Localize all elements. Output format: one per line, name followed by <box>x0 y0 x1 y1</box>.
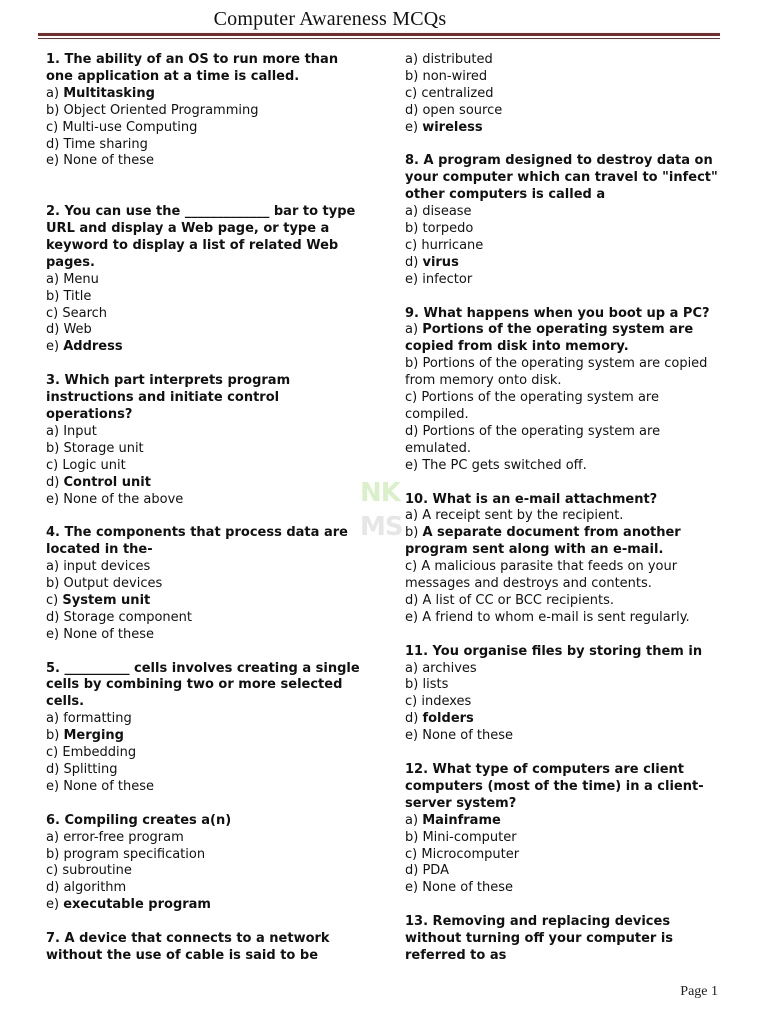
question-block <box>46 931 364 965</box>
option-text: A friend to whom e-mail is sent regularly. <box>422 609 690 625</box>
option-letter: a) <box>405 660 419 676</box>
question-text: 5. __________ cells involves creating a single cells by combining two or more selected cells. <box>46 660 360 710</box>
answer-option <box>46 339 364 356</box>
right-column <box>405 52 723 965</box>
answer-option <box>46 458 364 475</box>
option-letter: d) <box>405 423 419 439</box>
answer-option <box>46 880 364 897</box>
option-text: subroutine <box>62 863 132 879</box>
question-block <box>405 52 723 137</box>
option-letter: c) <box>405 390 418 406</box>
question-text: 2. You can use the _____________ bar to type URL and display a Web page, or type a keyword to display a list of related Web pages. <box>46 204 356 270</box>
option-letter: c) <box>405 846 418 862</box>
answer-option <box>405 694 723 711</box>
question-block <box>405 762 723 897</box>
option-text-correct: wireless <box>422 119 483 135</box>
option-letter: c) <box>405 559 418 575</box>
option-text: disease <box>422 204 472 220</box>
question-text: 1. The ability of an OS to run more than one application at a time is called. <box>46 52 339 84</box>
option-letter: d) <box>405 711 419 727</box>
answer-option <box>405 711 723 728</box>
option-letter: a) <box>405 508 419 524</box>
option-letter: d) <box>46 762 60 777</box>
answer-option <box>405 847 723 864</box>
answer-option <box>46 593 364 610</box>
answer-option <box>405 559 723 593</box>
answer-option <box>46 424 364 441</box>
option-text: Embedding <box>62 745 137 761</box>
option-letter: a) <box>46 423 60 439</box>
option-letter: b) <box>46 102 60 118</box>
answer-option <box>46 120 364 137</box>
option-letter: e) <box>46 339 60 355</box>
question-text: 9. What happens when you boot up a PC? <box>405 305 710 321</box>
option-letter: d) <box>46 609 60 625</box>
option-letter: b) <box>46 728 60 744</box>
option-letter: c) <box>46 745 59 761</box>
option-text: algorithm <box>63 880 127 896</box>
answer-option <box>46 559 364 576</box>
question-block <box>46 373 364 508</box>
option-text: formatting <box>63 711 132 727</box>
answer-option <box>405 508 723 525</box>
watermark-line-2: MS <box>360 512 403 542</box>
page-number: Page 1 <box>680 984 718 999</box>
option-text: Time sharing <box>63 136 148 152</box>
option-letter: d) <box>46 322 60 338</box>
option-text: None of the above <box>63 491 184 507</box>
option-text: Portions of the operating system are copied from memory onto disk. <box>405 356 708 389</box>
option-text: A receipt sent by the recipient. <box>422 508 624 524</box>
option-letter: e) <box>46 626 60 642</box>
option-letter: d) <box>46 136 60 152</box>
option-letter: c) <box>46 592 59 608</box>
option-letter: a) <box>46 271 60 287</box>
question-text: 8. A program designed to destroy data on your computer which can travel to "infect" other computers is called a <box>405 153 718 203</box>
option-text: Portions of the operating system are emulated. <box>405 423 661 456</box>
option-text: Input <box>63 423 97 439</box>
option-letter: e) <box>405 271 419 287</box>
answer-option <box>405 356 723 390</box>
answer-option <box>46 610 364 627</box>
answer-option <box>46 153 364 170</box>
question-block <box>46 525 364 643</box>
question-block <box>46 204 364 356</box>
option-letter: e) <box>405 119 419 135</box>
option-text: Storage unit <box>63 440 144 456</box>
option-letter: d) <box>46 474 60 490</box>
option-letter: d) <box>46 880 60 896</box>
option-text: input devices <box>63 559 151 575</box>
option-text: None of these <box>63 778 155 794</box>
option-text: Menu <box>63 271 99 287</box>
answer-option <box>405 255 723 272</box>
option-text: Portions of the operating system are compiled. <box>405 390 659 422</box>
option-text: PDA <box>422 863 449 879</box>
option-text: Mini-computer <box>422 829 517 845</box>
option-letter: c) <box>46 305 59 321</box>
left-column <box>46 52 364 965</box>
answer-option <box>405 830 723 847</box>
option-letter: e) <box>405 609 419 625</box>
option-letter: e) <box>405 728 419 744</box>
option-text-correct: virus <box>422 254 459 270</box>
option-text: indexes <box>421 694 472 710</box>
answer-option <box>46 779 364 796</box>
question-block <box>46 813 364 914</box>
option-letter: d) <box>405 102 419 118</box>
option-text: non-wired <box>422 68 488 84</box>
option-letter: c) <box>405 85 418 101</box>
answer-option <box>46 762 364 779</box>
answer-option <box>405 272 723 289</box>
answer-option <box>405 322 723 356</box>
question-block <box>405 153 723 288</box>
option-text: lists <box>422 677 449 693</box>
option-letter: e) <box>46 897 60 913</box>
option-text: open source <box>422 102 503 118</box>
page-title: Computer Awareness MCQs <box>213 8 447 30</box>
watermark-line-1: NK <box>360 478 400 508</box>
question-block <box>405 492 723 627</box>
option-text: A malicious parasite that feeds on your messages and destroys and contents. <box>405 559 678 592</box>
option-letter: b) <box>405 356 419 372</box>
option-text: torpedo <box>422 221 474 237</box>
option-text: Search <box>62 305 108 321</box>
answer-option <box>46 306 364 323</box>
answer-option <box>46 863 364 880</box>
option-text: Storage component <box>63 609 193 625</box>
option-letter: a) <box>46 85 60 101</box>
option-text-correct: Mainframe <box>422 812 501 828</box>
header-rule-thin <box>38 38 720 39</box>
answer-option <box>405 813 723 830</box>
answer-option <box>46 897 364 914</box>
answer-option <box>46 272 364 289</box>
answer-option <box>46 492 364 509</box>
answer-option <box>46 86 364 103</box>
option-text: program specification <box>63 846 206 862</box>
option-text: hurricane <box>421 237 484 253</box>
option-text: A list of CC or BCC recipients. <box>422 592 614 608</box>
option-text: archives <box>422 660 477 676</box>
option-letter: a) <box>46 711 60 727</box>
option-letter: c) <box>46 119 59 135</box>
answer-option <box>405 69 723 86</box>
answer-option <box>46 103 364 120</box>
option-text-correct: Portions of the operating system are copied from disk into memory. <box>405 322 694 355</box>
answer-option <box>405 238 723 255</box>
option-letter: a) <box>46 829 60 845</box>
option-letter: b) <box>46 288 60 304</box>
option-letter: d) <box>405 254 419 270</box>
answer-option <box>405 221 723 238</box>
answer-option <box>46 711 364 728</box>
question-text: 7. A device that connects to a network without the use of cable is said to be <box>46 931 330 963</box>
option-letter: b) <box>405 829 419 845</box>
option-text-correct: A separate document from another program sent along with an e-mail. <box>405 525 681 558</box>
option-text: Object Oriented Programming <box>63 102 259 118</box>
option-text: Title <box>63 288 92 304</box>
answer-option <box>405 204 723 221</box>
option-letter: e) <box>46 153 60 169</box>
question-text: 4. The components that process data are located in the- <box>46 525 348 558</box>
option-text: Splitting <box>63 762 118 777</box>
option-text: The PC gets switched off. <box>422 457 587 473</box>
option-text-correct: Multitasking <box>63 85 155 101</box>
answer-option <box>405 593 723 610</box>
answer-option <box>405 103 723 120</box>
option-letter: a) <box>405 204 419 220</box>
option-letter: e) <box>405 880 419 896</box>
option-text-correct: Address <box>63 339 123 355</box>
option-text: None of these <box>422 880 514 896</box>
option-letter: b) <box>46 440 60 456</box>
answer-option <box>405 728 723 745</box>
option-text-correct: Control unit <box>63 474 151 490</box>
option-text: None of these <box>422 728 514 744</box>
option-text: distributed <box>422 52 493 67</box>
option-letter: a) <box>405 812 419 828</box>
answer-option <box>46 627 364 644</box>
question-text: 13. Removing and replacing devices without turning off your computer is referred to as <box>405 914 674 963</box>
option-text: None of these <box>63 153 155 169</box>
answer-option <box>405 880 723 897</box>
option-letter: a) <box>405 322 419 338</box>
question-text: 10. What is an e-mail attachment? <box>405 491 658 507</box>
answer-option <box>46 137 364 154</box>
answer-option <box>405 863 723 880</box>
question-block <box>405 306 723 475</box>
option-letter: d) <box>405 863 419 879</box>
option-letter: c) <box>405 237 418 253</box>
question-block <box>46 661 364 796</box>
option-letter: b) <box>405 68 419 84</box>
option-text-correct: Merging <box>63 728 124 744</box>
watermark-logo <box>360 476 406 546</box>
option-text-correct: executable program <box>63 897 211 913</box>
option-letter: a) <box>46 559 60 575</box>
option-letter: c) <box>46 457 59 473</box>
question-block <box>405 644 723 745</box>
answer-option <box>46 441 364 458</box>
answer-option <box>405 610 723 627</box>
question-text: 6. Compiling creates a(n) <box>46 812 232 828</box>
answer-option <box>46 830 364 847</box>
option-text: Logic unit <box>62 457 126 473</box>
option-text: Microcomputer <box>421 846 520 862</box>
question-block <box>46 52 364 170</box>
answer-option <box>46 847 364 864</box>
answer-option <box>405 120 723 137</box>
answer-option <box>46 289 364 306</box>
answer-option <box>46 745 364 762</box>
answer-option <box>405 52 723 69</box>
option-letter: b) <box>46 576 60 592</box>
answer-option <box>405 458 723 475</box>
answer-option <box>405 390 723 424</box>
option-letter: b) <box>405 677 419 693</box>
option-letter: a) <box>405 52 419 67</box>
option-text: None of these <box>63 626 155 642</box>
header-rule-thick <box>38 33 720 36</box>
option-letter: e) <box>405 457 419 473</box>
answer-option <box>405 525 723 559</box>
answer-option <box>46 728 364 745</box>
question-block <box>405 914 723 965</box>
answer-option <box>405 677 723 694</box>
option-text-correct: folders <box>422 711 474 727</box>
option-text: Web <box>63 322 92 338</box>
option-letter: e) <box>46 778 60 794</box>
answer-option <box>46 475 364 492</box>
option-text: infector <box>422 271 473 287</box>
option-letter: d) <box>405 592 419 608</box>
question-text: 12. What type of computers are client computers (most of the time) in a client-server system? <box>405 761 704 811</box>
answer-option <box>405 424 723 458</box>
option-letter: b) <box>46 846 60 862</box>
answer-option <box>405 661 723 678</box>
option-letter: c) <box>405 694 418 710</box>
option-text: centralized <box>421 85 494 101</box>
option-text: Multi-use Computing <box>62 119 198 135</box>
option-text: error-free program <box>63 829 184 845</box>
question-text: 3. Which part interprets program instructions and initiate control operations? <box>46 373 291 422</box>
option-letter: e) <box>46 491 60 507</box>
option-letter: b) <box>405 525 419 541</box>
answer-option <box>46 322 364 339</box>
option-text: Output devices <box>63 576 163 592</box>
question-text: 11. You organise files by storing them in <box>405 643 703 659</box>
option-letter: b) <box>405 221 419 237</box>
option-text-correct: System unit <box>62 592 151 608</box>
answer-option <box>405 86 723 103</box>
option-letter: c) <box>46 863 59 879</box>
answer-option <box>46 576 364 593</box>
